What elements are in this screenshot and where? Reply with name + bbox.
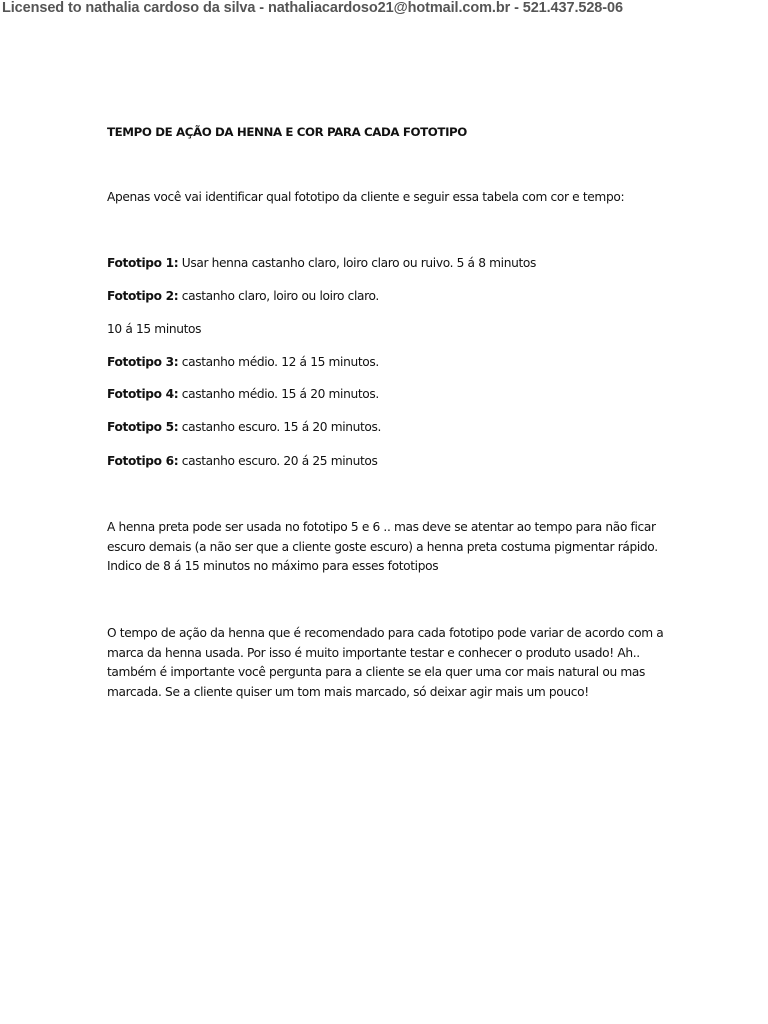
paragraph-line: Indico de 8 á 15 minutos no máximo para esses fototipos <box>107 559 439 573</box>
fototipo-1-line <box>107 256 536 270</box>
fototipo-5-line <box>107 420 381 434</box>
fototipo-2-label: Fototipo 2: <box>107 289 179 303</box>
henna-preta-paragraph <box>107 518 667 577</box>
fototipo-6-label: Fototipo 6: <box>107 454 179 468</box>
fototipo-1-label: Fototipo 1: <box>107 256 179 270</box>
paragraph-line: escuro demais (a não ser que a cliente goste escuro) a henna preta costuma pigmentar rápido. <box>107 539 658 554</box>
paragraph-line: marca da henna usada. Por isso é muito importante testar e conhecer o produto usado! Ah.. <box>107 645 640 660</box>
fototipo-3-text: castanho médio. 12 á 15 minutos. <box>178 355 379 369</box>
fototipo-2-line <box>107 289 379 303</box>
fototipo-2-time-text: 10 á 15 minutos <box>107 322 202 336</box>
fototipo-2-text: castanho claro, loiro ou loiro claro. <box>178 289 379 303</box>
fototipo-2-time-line <box>107 322 201 336</box>
fototipo-4-label: Fototipo 4: <box>107 387 179 401</box>
fototipo-6-text: castanho escuro. 20 á 25 minutos <box>178 454 378 468</box>
document-title: TEMPO DE AÇÃO DA HENNA E COR PARA CADA FOTOTIPO <box>107 125 467 139</box>
fototipo-3-label: Fototipo 3: <box>107 355 179 369</box>
paragraph-line: A henna preta pode ser usada no fototipo 5 e 6 .. mas deve se atentar ao tempo para não ficar <box>107 520 656 534</box>
intro-text: Apenas você vai identificar qual fototipo da cliente e seguir essa tabela com cor e tempo: <box>107 190 625 204</box>
license-watermark: Licensed to nathalia cardoso da silva - nathaliacardoso21@hotmail.com.br - 521.437.528-06 <box>2 0 623 16</box>
fototipo-5-text: castanho escuro. 15 á 20 minutos. <box>178 420 382 434</box>
fototipo-3-line <box>107 355 379 369</box>
paragraph-line: O tempo de ação da henna que é recomendado para cada fototipo pode variar de acordo com a <box>107 626 664 640</box>
fototipo-6-line <box>107 454 378 468</box>
fototipo-4-text: castanho médio. 15 á 20 minutos. <box>178 387 379 401</box>
fototipo-5-label: Fototipo 5: <box>107 420 179 434</box>
fototipo-1-text: Usar henna castanho claro, loiro claro ou ruivo. 5 á 8 minutos <box>178 256 536 270</box>
paragraph-line: também é importante você pergunta para a cliente se ela quer uma cor mais natural ou mas <box>107 665 645 679</box>
tempo-acao-paragraph <box>107 624 667 702</box>
fototipo-4-line <box>107 387 379 401</box>
paragraph-line: marcada. Se a cliente quiser um tom mais marcado, só deixar agir mais um pouco! <box>107 684 589 699</box>
